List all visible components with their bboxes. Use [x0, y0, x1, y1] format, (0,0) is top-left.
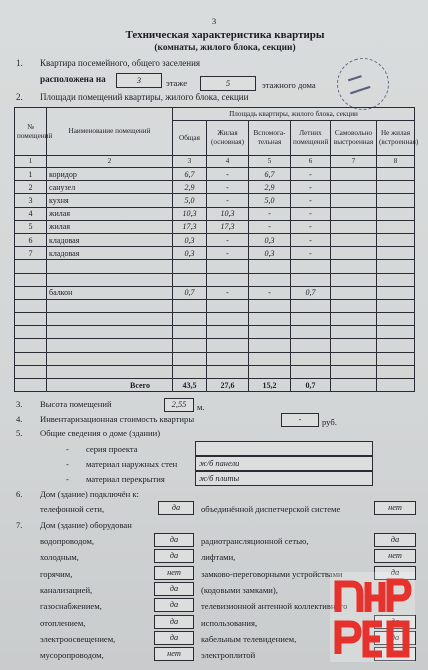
total-total: 43,5 [173, 379, 207, 392]
building-info-value: ж/б панели [195, 456, 373, 471]
room-name [47, 352, 173, 365]
building-info-value [195, 441, 373, 456]
room-total-area: 0,3 [173, 233, 207, 246]
room-name [47, 313, 173, 326]
equipment-label: использования, [201, 617, 258, 628]
equipment-label: водопроводом, [40, 536, 95, 546]
equipment-label: канализацией, [40, 584, 93, 595]
table-row [15, 247, 415, 260]
table-row [15, 260, 415, 273]
table-row [15, 220, 415, 233]
room-number [15, 260, 47, 273]
room-total-area: 0,3 [173, 247, 207, 260]
room-total-area: 6,7 [173, 168, 207, 181]
room-non-living [377, 220, 415, 233]
table-row [15, 168, 415, 181]
room-non-living [377, 339, 415, 352]
room-aux-area [249, 299, 291, 312]
equipment-value: да [154, 582, 194, 596]
table-row [15, 233, 415, 246]
equipment-label: (кодовыми замками), [201, 584, 278, 595]
section-7-number: 7. [16, 520, 23, 530]
building-info-dash: - [66, 459, 69, 469]
header-total: Общая [173, 121, 207, 156]
rooms-body [15, 168, 415, 379]
room-name [47, 365, 173, 378]
room-non-living [377, 233, 415, 246]
room-living-area: - [207, 233, 249, 246]
table-row [15, 181, 415, 194]
room-self-built [331, 220, 377, 233]
section-4-number: 4. [16, 414, 23, 424]
room-living-area [207, 326, 249, 339]
room-self-built [331, 339, 377, 352]
column-number: 4 [207, 156, 249, 168]
room-summer-area: - [291, 247, 331, 260]
room-total-area: 0,7 [173, 286, 207, 299]
room-living-area [207, 260, 249, 273]
building-info-value: ж/б плиты [195, 471, 373, 486]
table-row [15, 194, 415, 207]
title-text: Техническая характеристика квартиры [125, 29, 325, 41]
equipment-value: нет [374, 549, 416, 563]
table-row [15, 299, 415, 312]
section-5-text: Общие сведения о доме (здании) [40, 428, 161, 438]
room-number [15, 273, 47, 286]
room-total-area [173, 273, 207, 286]
room-number: 6 [15, 233, 47, 246]
room-summer-area [291, 339, 331, 352]
room-number [15, 286, 47, 299]
equipment-value: да [374, 566, 416, 580]
room-self-built [331, 233, 377, 246]
room-non-living [377, 247, 415, 260]
room-self-built [331, 365, 377, 378]
room-number: 3 [15, 194, 47, 207]
room-living-area: - [207, 181, 249, 194]
room-self-built [331, 299, 377, 312]
building-info-label: материал наружных стен [86, 459, 178, 469]
header-self-built: Самовольно выстроенная [331, 121, 377, 156]
room-name: санузел [47, 181, 173, 194]
room-self-built [331, 168, 377, 181]
room-summer-area: - [291, 168, 331, 181]
room-number [15, 352, 47, 365]
room-name: кладовая [47, 247, 173, 260]
table-row [15, 273, 415, 286]
room-aux-area [249, 313, 291, 326]
room-summer-area [291, 326, 331, 339]
room-living-area: - [207, 194, 249, 207]
floors-label: этажного дома [262, 80, 316, 90]
room-summer-area: - [291, 181, 331, 194]
equipment-value: да [154, 615, 194, 629]
total-nonliving-cell [377, 379, 415, 392]
room-total-area [173, 326, 207, 339]
room-summer-area: - [291, 233, 331, 246]
header-area-group: Площадь квартиры, жилого блока, секции [173, 108, 415, 121]
equipment-label: мусоропроводом, [40, 650, 104, 661]
total-row [15, 379, 415, 392]
room-summer-area: - [291, 194, 331, 207]
room-total-area: 10,3 [173, 207, 207, 220]
room-non-living [377, 352, 415, 365]
building-info-label: материал перекрытия [86, 474, 165, 484]
dispatch-value: нет [374, 501, 416, 515]
section-7-text: Дом (здание) оборудован [40, 520, 132, 530]
room-summer-area: - [291, 220, 331, 233]
room-non-living [377, 299, 415, 312]
room-name: кладовая [47, 233, 173, 246]
room-living-area: - [207, 247, 249, 260]
page-title [60, 29, 390, 41]
dispatch-label: объединённой диспетчерской системе [201, 504, 341, 514]
room-non-living [377, 260, 415, 273]
section-6-number: 6. [16, 489, 23, 499]
room-aux-area: 0,3 [249, 247, 291, 260]
room-aux-area [249, 365, 291, 378]
equipment-label: радиотрансляционной сетью, [201, 536, 309, 546]
room-living-area [207, 352, 249, 365]
room-summer-area [291, 352, 331, 365]
room-non-living [377, 273, 415, 286]
room-aux-area [249, 326, 291, 339]
header-non-living: Не жилая (встроенная) [377, 121, 415, 156]
total-empty-cell [15, 379, 47, 392]
room-aux-area: - [249, 286, 291, 299]
total-self-cell [331, 379, 377, 392]
room-non-living [377, 207, 415, 220]
room-self-built [331, 194, 377, 207]
room-non-living [377, 365, 415, 378]
building-info-label: серия проекта [86, 444, 138, 454]
phone-label: телефонной сети, [40, 504, 105, 514]
room-total-area [173, 365, 207, 378]
equipment-value: да [154, 533, 194, 547]
room-name [47, 299, 173, 312]
room-aux-area: 6,7 [249, 168, 291, 181]
room-self-built [331, 286, 377, 299]
room-living-area [207, 273, 249, 286]
located-label: расположена на [40, 74, 106, 84]
equipment-value: да [154, 549, 194, 563]
column-number: 5 [249, 156, 291, 168]
room-total-area [173, 299, 207, 312]
equipment-value: нет [154, 647, 194, 661]
column-number: 7 [331, 156, 377, 168]
height-value: 2,55 [164, 398, 194, 412]
equipment-label: телевизионной антенной коллективного [201, 601, 348, 612]
section-2-number: 2. [16, 92, 23, 102]
room-number [15, 339, 47, 352]
column-number: 6 [291, 156, 331, 168]
header-auxiliary: Вспомога-тельная [249, 121, 291, 156]
equipment-label: замково-переговорными устройствами [201, 568, 343, 579]
building-info-dash: - [66, 444, 69, 454]
section-3-number: 3. [16, 399, 23, 409]
room-non-living [377, 286, 415, 299]
column-number: 2 [47, 156, 173, 168]
room-living-area [207, 313, 249, 326]
section-1-text: Квартира посемейного, общего заселения [40, 58, 201, 68]
room-summer-area [291, 260, 331, 273]
total-summer: 0,7 [291, 379, 331, 392]
room-non-living [377, 194, 415, 207]
equipment-label: электроосвещением, [40, 633, 116, 644]
height-unit: м. [197, 402, 205, 412]
room-aux-area [249, 339, 291, 352]
column-number-row [15, 156, 415, 168]
room-total-area: 5,0 [173, 194, 207, 207]
table-row [15, 207, 415, 220]
room-number: 5 [15, 220, 47, 233]
room-aux-area: 0,3 [249, 233, 291, 246]
room-aux-area [249, 260, 291, 273]
equipment-label: горячим, [40, 568, 73, 579]
room-aux-area: - [249, 207, 291, 220]
room-self-built [331, 260, 377, 273]
room-self-built [331, 181, 377, 194]
equipment-value: да [154, 598, 194, 612]
cost-value: - [281, 413, 319, 427]
room-number: 4 [15, 207, 47, 220]
room-summer-area [291, 299, 331, 312]
table-row [15, 352, 415, 365]
room-self-built [331, 207, 377, 220]
section-2-text: Площади помещений квартиры, жилого блока, секции [40, 92, 249, 102]
equipment-label: газоснабжением, [40, 601, 102, 612]
room-summer-area [291, 365, 331, 378]
room-total-area [173, 260, 207, 273]
room-living-area: 17,3 [207, 220, 249, 233]
room-non-living [377, 181, 415, 194]
table-row [15, 365, 415, 378]
room-non-living [377, 168, 415, 181]
column-number: 8 [377, 156, 415, 168]
header-room-name: Наименование помещений [47, 108, 173, 156]
section-5-number: 5. [16, 428, 23, 438]
room-total-area: 2,9 [173, 181, 207, 194]
total-label: Всего [47, 379, 173, 392]
room-name [47, 273, 173, 286]
room-total-area [173, 352, 207, 365]
room-aux-area [249, 273, 291, 286]
room-non-living [377, 326, 415, 339]
equipment-label: отоплением, [40, 617, 86, 628]
table-row [15, 313, 415, 326]
room-living-area [207, 299, 249, 312]
page-subtitle: (комнаты, жилого блока, секции) [154, 43, 296, 53]
equipment-value: да [374, 631, 416, 645]
equipment-value: да [374, 647, 416, 661]
table-row [15, 339, 415, 352]
room-non-living [377, 313, 415, 326]
section-3-text: Высота помещений [40, 399, 112, 409]
room-name: жилая [47, 207, 173, 220]
room-self-built [331, 247, 377, 260]
room-aux-area: 5,0 [249, 194, 291, 207]
header-living: Жилая (основная) [207, 121, 249, 156]
room-name: кухня [47, 194, 173, 207]
room-living-area: - [207, 286, 249, 299]
room-aux-area: - [249, 220, 291, 233]
total-living: 27,6 [207, 379, 249, 392]
room-living-area [207, 365, 249, 378]
cost-unit: руб. [322, 417, 337, 427]
room-self-built [331, 313, 377, 326]
column-number: 3 [173, 156, 207, 168]
room-name: жилая [47, 220, 173, 233]
room-name: балкон [47, 286, 173, 299]
room-living-area: - [207, 168, 249, 181]
equipment-value: да [374, 533, 416, 547]
room-summer-area: - [291, 207, 331, 220]
room-name [47, 260, 173, 273]
table-row [15, 286, 415, 299]
room-living-area [207, 339, 249, 352]
room-aux-area: 2,9 [249, 181, 291, 194]
equipment-value: да [154, 631, 194, 645]
room-number [15, 365, 47, 378]
room-number: 1 [15, 168, 47, 181]
room-number [15, 313, 47, 326]
room-number [15, 299, 47, 312]
room-self-built [331, 326, 377, 339]
equipment-label: лифтами, [201, 552, 236, 563]
header-room-number: № помещений [15, 108, 47, 156]
room-aux-area [249, 352, 291, 365]
section-6-text: Дом (здание) подключён к: [40, 489, 139, 499]
room-number [15, 326, 47, 339]
floor-label: этаже [166, 78, 188, 88]
column-number: 1 [15, 156, 47, 168]
equipment-label: холодным, [40, 552, 79, 563]
table-row [15, 326, 415, 339]
room-number: 7 [15, 247, 47, 260]
stamp: ▬▬ ▬▬▬ [330, 51, 396, 117]
dnr-reo-logo [330, 572, 415, 662]
building-info-dash: - [66, 474, 69, 484]
room-name [47, 339, 173, 352]
section-4-text: Инвентаризационная стоимость квартиры [40, 414, 195, 424]
header-summer: Летних помещений [291, 121, 331, 156]
room-name [47, 326, 173, 339]
room-number: 2 [15, 181, 47, 194]
equipment-label: электроплитой [201, 650, 256, 661]
section-1-number: 1. [16, 58, 23, 68]
floors-total-value: 5 [200, 76, 256, 91]
room-summer-area: 0,7 [291, 286, 331, 299]
room-name: коридор [47, 168, 173, 181]
rooms-table [14, 107, 419, 392]
room-summer-area [291, 273, 331, 286]
room-summer-area [291, 313, 331, 326]
room-total-area [173, 339, 207, 352]
equipment-value: да [374, 615, 416, 629]
phone-value: да [158, 501, 194, 515]
room-total-area [173, 313, 207, 326]
equipment-value: нет [154, 566, 194, 580]
room-living-area: 10,3 [207, 207, 249, 220]
room-total-area: 17,3 [173, 220, 207, 233]
total-aux: 15,2 [249, 379, 291, 392]
room-self-built [331, 273, 377, 286]
page-number: 3 [211, 16, 217, 26]
equipment-label: кабельным телевидением, [201, 633, 297, 644]
room-self-built [331, 352, 377, 365]
floor-value: 3 [116, 73, 162, 88]
